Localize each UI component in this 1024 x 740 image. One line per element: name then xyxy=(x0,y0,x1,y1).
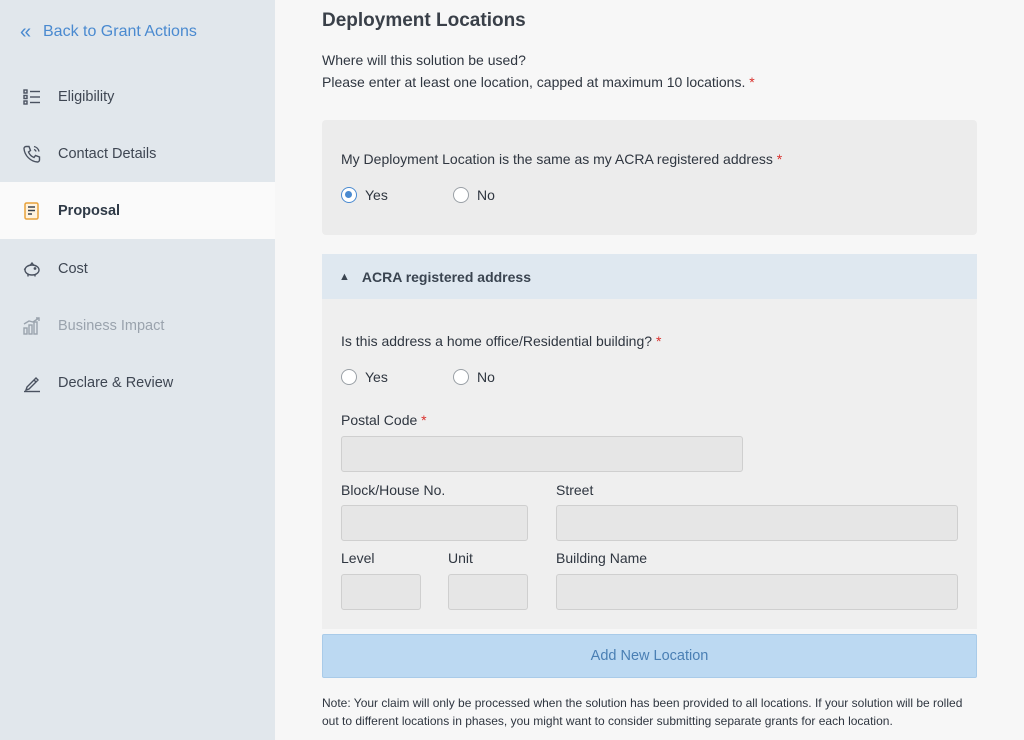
radio-selected-indicator[interactable] xyxy=(341,187,357,203)
block-house-input[interactable] xyxy=(341,505,528,541)
page-title: Deployment Locations xyxy=(322,10,526,31)
radio-label: Yes xyxy=(365,187,388,203)
unit-label: Unit xyxy=(448,550,473,566)
radio-indicator[interactable] xyxy=(453,187,469,203)
accordion-title: ACRA registered address xyxy=(361,268,531,285)
sidebar-item-declare-review[interactable] xyxy=(0,354,275,411)
home-office-yes-radio[interactable] xyxy=(341,369,453,385)
radio-indicator[interactable] xyxy=(341,369,357,385)
postal-code-input[interactable] xyxy=(341,436,743,472)
same-address-yes-radio[interactable] xyxy=(341,187,453,203)
acra-address-accordion-header[interactable] xyxy=(322,254,977,299)
sidebar-item-label: Proposal xyxy=(58,202,121,219)
same-address-question xyxy=(341,151,782,167)
required-mark: * xyxy=(655,333,662,349)
required-mark: * xyxy=(421,412,427,428)
home-office-question xyxy=(341,333,661,349)
sidebar-item-contact-details[interactable] xyxy=(0,125,275,182)
pen-icon xyxy=(22,373,42,393)
phone-icon xyxy=(22,144,42,164)
street-input[interactable] xyxy=(556,505,958,541)
radio-label: No xyxy=(477,187,495,203)
home-office-radio-group xyxy=(341,369,565,385)
document-icon xyxy=(22,201,42,221)
double-chevron-left-icon: « xyxy=(20,21,29,43)
sidebar-item-eligibility[interactable] xyxy=(0,68,275,125)
question-text: My Deployment Location is the same as my ACRA registered address xyxy=(341,151,773,167)
same-address-card xyxy=(322,120,977,235)
sidebar-item-label: Eligibility xyxy=(58,88,115,105)
postal-code-label xyxy=(341,412,427,428)
bar-chart-icon xyxy=(22,316,42,336)
chevron-up-icon: ▲ xyxy=(339,270,350,283)
piggy-bank-icon xyxy=(22,259,42,279)
question-text: Is this address a home office/Residential building? xyxy=(341,333,653,349)
same-address-no-radio[interactable] xyxy=(453,187,565,203)
add-new-location-button[interactable]: Add New Location xyxy=(322,634,977,678)
building-name-label: Building Name xyxy=(556,550,648,566)
sidebar-item-label: Cost xyxy=(58,260,88,277)
radio-indicator[interactable] xyxy=(453,369,469,385)
required-mark: * xyxy=(749,74,755,90)
sidebar-item-label: Declare & Review xyxy=(58,374,174,391)
intro-instruction-text: Please enter at least one location, capped at maximum 10 locations. xyxy=(322,74,746,90)
same-address-radio-group xyxy=(341,187,565,203)
level-input[interactable] xyxy=(341,574,421,610)
block-house-label: Block/House No. xyxy=(341,482,446,498)
street-label: Street xyxy=(556,482,594,498)
home-office-no-radio[interactable] xyxy=(453,369,565,385)
sidebar xyxy=(0,0,275,740)
sidebar-item-cost[interactable] xyxy=(0,240,275,297)
intro-question: Where will this solution be used? xyxy=(322,52,526,68)
back-link-label: Back to Grant Actions xyxy=(43,23,197,40)
label-text: Postal Code xyxy=(341,412,418,428)
unit-input[interactable] xyxy=(448,574,528,610)
sidebar-item-proposal[interactable] xyxy=(0,182,275,239)
radio-label: Yes xyxy=(365,369,388,385)
intro-instruction xyxy=(322,74,755,90)
required-mark: * xyxy=(776,151,783,167)
sidebar-item-label: Business Impact xyxy=(58,317,165,334)
main-content xyxy=(275,0,1024,740)
sidebar-item-business-impact[interactable] xyxy=(0,297,275,354)
acra-address-accordion-body xyxy=(322,299,977,629)
level-label: Level xyxy=(341,550,375,566)
sidebar-item-label: Contact Details xyxy=(58,145,157,162)
list-icon xyxy=(22,87,42,107)
radio-label: No xyxy=(477,369,495,385)
back-to-grant-actions-link[interactable] xyxy=(20,22,197,42)
building-name-input[interactable] xyxy=(556,574,958,610)
deployment-note: Note: Your claim will only be processed when the solution has been provided to all locations. If your solution will be rolled out to different locations in phases, you might want to consider submitting separate grants for each location. xyxy=(322,696,963,728)
